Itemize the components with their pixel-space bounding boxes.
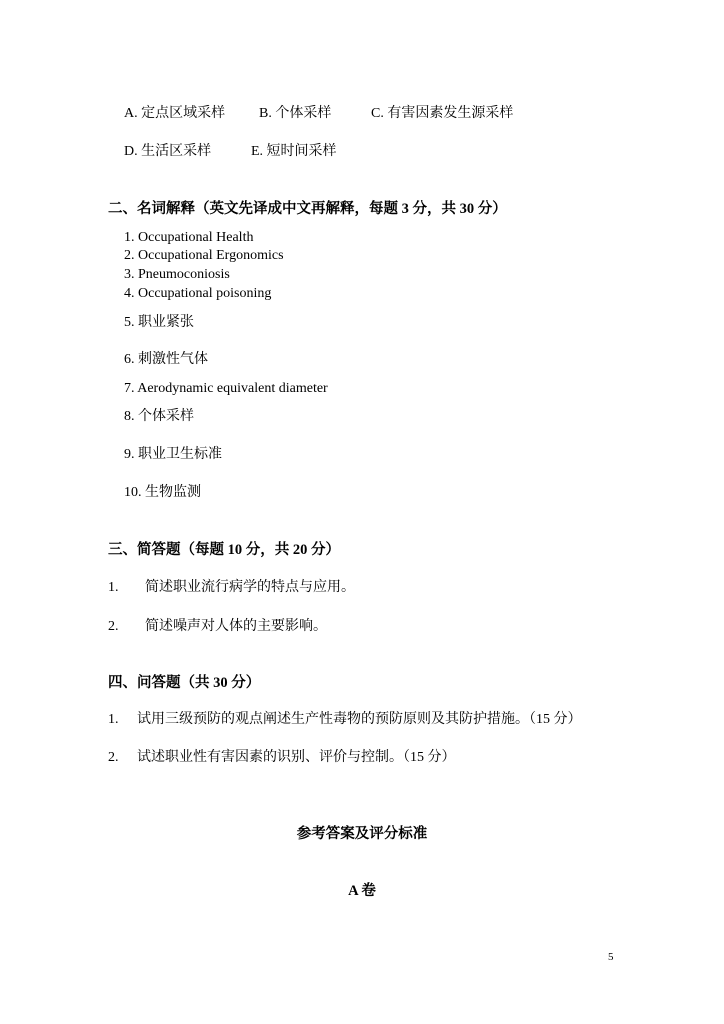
list-item: 试用三级预防的观点阐述生产性毒物的预防原则及其防护措施。（15 分） xyxy=(137,712,582,727)
list-item: 2. Occupational Ergonomics xyxy=(124,248,284,263)
list-item: 试述职业性有害因素的识别、评价与控制。（15 分） xyxy=(137,750,456,765)
option-b: B. 个体采样 xyxy=(259,106,332,121)
option-d: D. 生活区采样 xyxy=(124,144,212,159)
list-item: 8. 个体采样 xyxy=(124,409,194,424)
option-a: A. 定点区域采样 xyxy=(124,106,226,121)
list-item: 4. Occupational poisoning xyxy=(124,286,272,301)
list-item-number: 2. xyxy=(108,750,119,765)
list-item: 3. Pneumoconiosis xyxy=(124,267,230,282)
list-item-number: 2. xyxy=(108,619,119,634)
list-item: 10. 生物监测 xyxy=(124,485,201,500)
list-item: 简述噪声对人体的主要影响。 xyxy=(145,619,327,634)
section4-heading: 四、问答题（共 30 分） xyxy=(108,675,261,691)
list-item: 9. 职业卫生标准 xyxy=(124,447,222,462)
list-item: 1. Occupational Health xyxy=(124,230,254,245)
option-c: C. 有害因素发生源采样 xyxy=(371,106,514,121)
section2-heading: 二、名词解释（英文先译成中文再解释，每题 3 分，共 30 分） xyxy=(108,201,507,217)
answers-title: 参考答案及评分标准 xyxy=(296,826,428,842)
page-number: 5 xyxy=(608,951,614,963)
list-item: 6. 刺激性气体 xyxy=(124,352,208,367)
list-item: 7. Aerodynamic equivalent diameter xyxy=(124,381,328,396)
answers-subtitle: A 卷 xyxy=(348,883,376,899)
list-item: 简述职业流行病学的特点与应用。 xyxy=(145,580,355,595)
list-item: 5. 职业紧张 xyxy=(124,315,194,330)
list-item-number: 1. xyxy=(108,580,119,595)
option-e: E. 短时间采样 xyxy=(251,144,337,159)
section3-heading: 三、简答题（每题 10 分，共 20 分） xyxy=(108,542,340,558)
list-item-number: 1. xyxy=(108,712,119,727)
